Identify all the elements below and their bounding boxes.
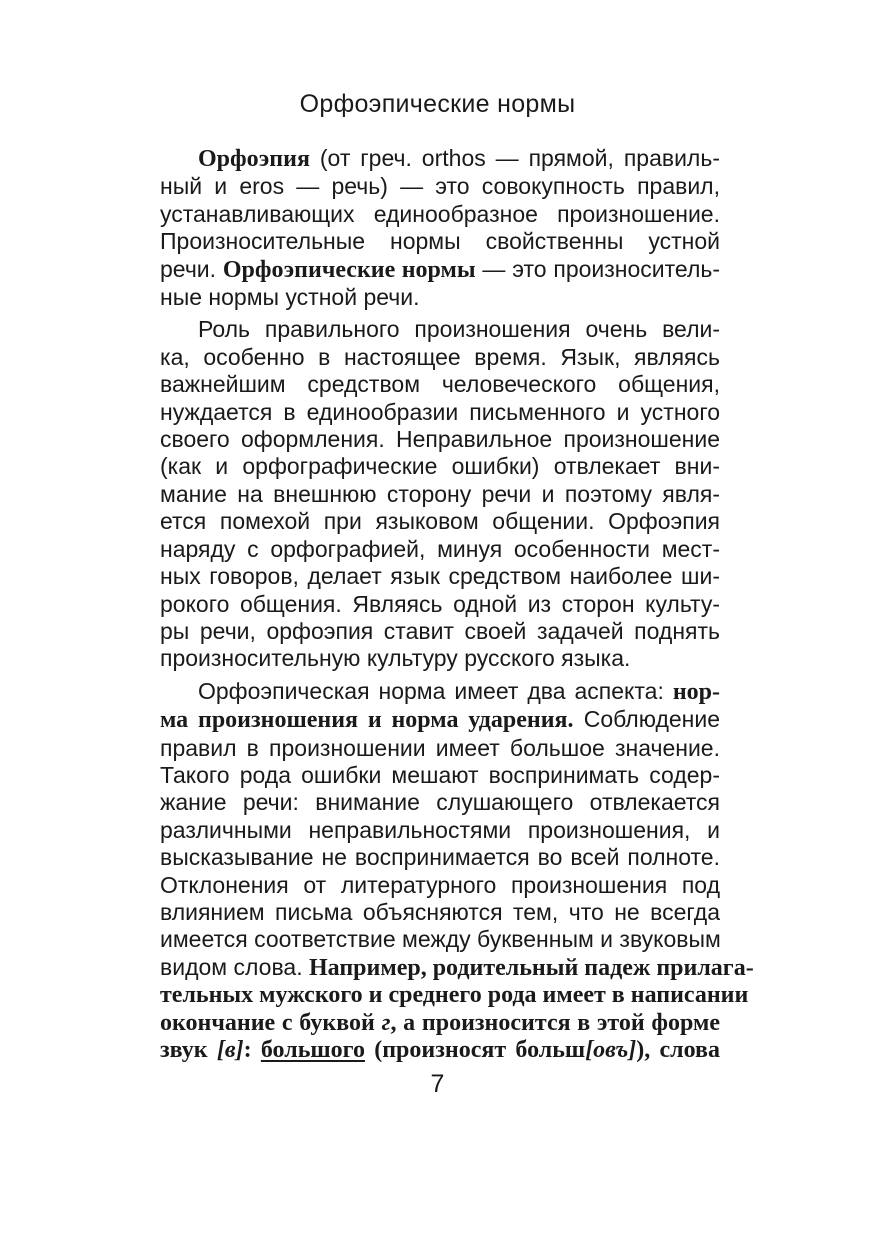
text-line: произносительную культуру русского языка. <box>160 645 631 672</box>
text-line: ные нормы устной речи. <box>160 284 420 311</box>
paragraph-3 <box>160 677 754 1065</box>
text-line: ка, особенно в настоящее время. Язык, являясь <box>160 343 720 370</box>
text-line: окончание с буквой г, а произносится в этой форме <box>160 1009 720 1036</box>
text-line: речи. Орфоэпические нормы — это произноситель- <box>160 255 721 283</box>
text-line: правил в произношении имеет большое значение. <box>160 734 720 761</box>
text-line: устанавливающих единообразное произношение. <box>160 200 720 227</box>
text-line: Такого рода ошибки мешают воспринимать содер- <box>160 761 720 788</box>
text-line: важнейшим средством человеческого общения, <box>160 371 720 398</box>
sound-v: [в] <box>216 1037 244 1063</box>
text-line: Отклонения от литературного произношения под <box>160 871 720 898</box>
text-line: высказывание не воспринимается во всей полноте. <box>160 844 720 871</box>
text-line: рокого общения. Являясь одной из сторон культу- <box>160 590 720 617</box>
page-number: 7 <box>430 1070 445 1098</box>
paragraph-2 <box>160 316 720 672</box>
text-line: звук [в]: большого (произносят больш[овъ]), слова <box>160 1037 720 1063</box>
sound-ov: [овъ] <box>585 1037 637 1063</box>
text-line: Роль правильного произношения очень вели- <box>198 316 720 343</box>
text-line: различными неправильностями произношения, и <box>160 816 720 843</box>
term-norm-aspects: ма произношения и норма ударения. <box>160 707 574 734</box>
text-line: влиянием письма объясняются тем, что не всегда <box>160 898 720 925</box>
text-line: ры речи, орфоэпия ставит своей задачей поднять <box>160 617 720 644</box>
text-line: Орфоэпическая норма имеет два аспекта: нор- <box>198 677 720 705</box>
text-line: нуждается в единообразии письменного и устного <box>160 398 720 425</box>
text-line: своего оформления. Неправильное произношение <box>160 426 720 453</box>
text-line: ма произношения и норма ударения. Соблюдение <box>160 706 721 734</box>
example-word: большого <box>260 1037 365 1063</box>
letter-g: г <box>381 1009 391 1036</box>
paragraph-1 <box>160 145 720 311</box>
text-line: жание речи: внимание слушающего отвлекается <box>160 789 720 816</box>
text-line: Произносительные нормы свойственны устной <box>160 228 720 255</box>
text-line: ный и eros — речь) — это совокупность правил, <box>160 173 720 200</box>
term-orthoepy: Орфоэпия <box>198 146 310 172</box>
text-line: (как и орфографические ошибки) отвлекает вни- <box>160 453 720 480</box>
text-line: ных говоров, делает язык средством наиболее ши- <box>160 563 720 590</box>
text-line: Орфоэпия (от греч. orthos — прямой, правиль- <box>198 145 720 172</box>
term-orthoepic-norms: Орфоэпические нормы <box>222 256 476 283</box>
section-heading: Орфоэпические нормы <box>299 90 576 118</box>
body-text <box>160 145 754 1064</box>
text-line: тельных мужского и среднего рода имеет в написании <box>160 982 749 1009</box>
text-line: наряду с орфографией, минуя особенности мест- <box>160 535 720 562</box>
text-line: мание на внешнюю сторону речи и поэтому явля- <box>160 480 720 507</box>
text-line: видом слова. Например, родительный падеж прилага- <box>160 953 754 981</box>
text-line: ется помехой при языковом общении. Орфоэпия <box>160 508 720 535</box>
text-line: имеется соответствие между буквенным и звуковым <box>160 926 721 953</box>
